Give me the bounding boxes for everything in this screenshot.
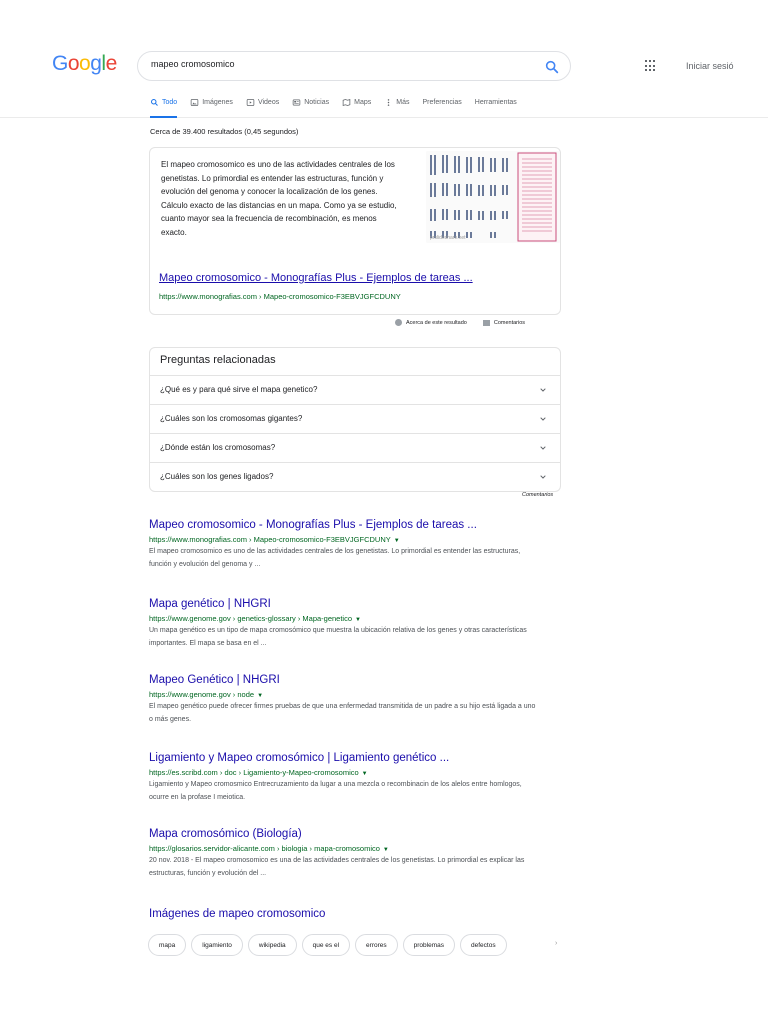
tab-label: Todo (162, 98, 178, 106)
video-icon (246, 98, 255, 107)
related-questions (149, 347, 561, 491)
tab-label: Imágenes (202, 98, 233, 106)
tab-label: Noticias (304, 98, 330, 106)
search-result (149, 519, 539, 571)
logo-letter: o (67, 52, 80, 75)
result-description: El mapeo genético puede ofrecer firmes pruebas de que una enfermedad transmitida de un padre a su hijo está ligada a uno o más genes. (149, 703, 536, 723)
tab-label: Preferencias (422, 98, 462, 106)
tab-herramientas[interactable] (475, 96, 517, 108)
logo-letter: o (79, 52, 91, 75)
search-result (149, 752, 539, 804)
result-title-link[interactable]: Ligamiento y Mapeo cromosómico | Ligamiento genético ... (149, 752, 450, 764)
images-section-title[interactable]: Imágenes de mapeo cromosomico (149, 908, 326, 920)
question-item[interactable] (149, 433, 561, 462)
logo-letter: g (90, 52, 102, 75)
result-url-text: https://glosarios.servidor-alicante.com › biologia › mapa-cromosomico (149, 844, 380, 853)
question-item[interactable] (149, 375, 561, 404)
result-url-text: https://www.genome.gov › node (149, 690, 255, 699)
tab-maps[interactable] (342, 96, 371, 108)
logo-letter: e (105, 52, 117, 75)
search-result (149, 674, 539, 726)
result-description: El mapeo cromosomico es uno de las actividades centrales de los genetistas. Lo primordial es entender las estructuras, función y evolución del genoma y ... (149, 548, 521, 568)
filter-chip[interactable]: problemas (403, 934, 455, 956)
question-item[interactable] (149, 404, 561, 433)
tab-mas[interactable] (384, 96, 409, 108)
result-title-link[interactable]: Mapeo cromosomico - Monografías Plus - Ejemplos de tareas ... (149, 519, 477, 531)
filter-chip[interactable]: mapa (148, 934, 186, 956)
search-result (149, 828, 539, 880)
related-questions-title: Preguntas relacionadas (160, 354, 276, 366)
tab-imagenes[interactable] (190, 96, 233, 108)
tab-videos[interactable] (246, 96, 279, 108)
filter-chip[interactable]: que es el (302, 934, 350, 956)
apps-grid-icon[interactable] (645, 60, 657, 72)
search-icon (150, 98, 159, 107)
image-icon (190, 98, 199, 107)
search-icon[interactable] (544, 59, 560, 75)
image-filter-chips (148, 934, 512, 956)
chevron-down-icon (539, 415, 547, 423)
result-title-link[interactable]: Mapa genético | NHGRI (149, 598, 271, 610)
question-text: ¿Dónde están los cromosomas? (160, 443, 276, 452)
search-box (137, 51, 571, 81)
signin-link[interactable]: Iniciar sesió (686, 61, 734, 71)
chevron-down-icon (539, 386, 547, 394)
caret-down-icon[interactable]: ▼ (257, 693, 264, 699)
chevron-down-icon (539, 473, 547, 481)
result-url[interactable] (149, 844, 539, 853)
caret-down-icon[interactable]: ▼ (361, 771, 368, 777)
filter-chip[interactable]: wikipedia (248, 934, 297, 956)
logo-letter: l (101, 52, 106, 75)
search-input[interactable] (151, 59, 531, 69)
result-description: 20 nov. 2018 - El mapeo cromosomico es una de las actividades centrales de los genetistas. Lo primordial es explicar las estructuras, función y evolución del ... (149, 857, 525, 877)
tab-bar (150, 96, 530, 116)
result-url[interactable] (149, 690, 539, 699)
result-url-text: https://es.scribd.com › doc › Ligamiento-y-Mapeo-cromosomico (149, 768, 359, 777)
image-source: prslideshare.net (430, 235, 466, 241)
tab-label: Videos (257, 98, 280, 106)
header (0, 0, 768, 118)
question-item[interactable] (149, 462, 561, 491)
feedback-icon (483, 320, 490, 326)
tab-preferencias[interactable] (422, 96, 461, 108)
tab-noticias[interactable] (292, 96, 329, 108)
tab-label: Herramientas (474, 98, 517, 106)
result-url[interactable] (149, 535, 539, 544)
result-url[interactable] (149, 768, 539, 777)
info-icon (395, 319, 402, 326)
feedback-link[interactable]: Comentarios (493, 319, 526, 326)
tab-label: Más (396, 98, 410, 106)
result-title-link[interactable]: Mapeo Genético | NHGRI (149, 674, 280, 686)
filter-chip[interactable]: ligamiento (191, 934, 243, 956)
result-title-link[interactable]: Mapa cromosómico (Biología) (149, 828, 302, 840)
result-description: Ligamiento y Mapeo cromosmico Entrecruzamiento da lugar a una mezcla o recombinacin de los alelos entre homlogos, ocurre en la profase I meiotica. (149, 781, 522, 801)
result-url[interactable] (149, 614, 539, 623)
tab-label: Maps (354, 98, 372, 106)
paa-feedback-link[interactable]: Comentarios (522, 492, 554, 498)
chromosome-map-image (426, 151, 560, 243)
question-text: ¿Cuáles son los genes ligados? (160, 472, 274, 481)
google-logo[interactable] (52, 52, 117, 76)
result-url-text: https://www.monografias.com › Mapeo-cromosomico-F3EBVJGFCDUNY (149, 535, 391, 544)
tab-todo[interactable] (150, 96, 177, 108)
snippet-url[interactable]: https://www.monografias.com › Mapeo-cromosomico-F3EBVJGFCDUNY (159, 292, 401, 301)
caret-down-icon[interactable]: ▼ (355, 617, 361, 623)
result-url-text: https://www.genome.gov › genetics-glossary › Mapa-genetico (149, 614, 353, 623)
featured-snippet (149, 147, 561, 315)
about-result-link[interactable]: Acerca de este resultado (406, 319, 467, 326)
chips-scroll-icon[interactable]: › (555, 940, 558, 947)
question-text: ¿Qué es y para qué sirve el mapa genetico? (160, 385, 318, 394)
caret-down-icon[interactable]: ▼ (393, 538, 400, 544)
result-stats: Cerca de 39.400 resultados (0,45 segundos) (150, 127, 299, 136)
result-description: Un mapa genético es un tipo de mapa cromosómico que muestra la ubicación relativa de los genes y otras características importantes. El mapa se basa en el ... (149, 627, 527, 647)
snippet-title-link[interactable]: Mapeo cromosomico - Monografías Plus - Ejemplos de tareas ... (159, 272, 473, 284)
more-icon (384, 98, 393, 107)
news-icon (292, 98, 301, 107)
chevron-down-icon (539, 444, 547, 452)
search-result (149, 598, 539, 650)
caret-down-icon[interactable]: ▼ (382, 847, 389, 853)
snippet-text: El mapeo cromosomico es uno de las actividades centrales de los genetistas. Lo primordial es entender las estructuras, función y evolución del genoma y conocer la localización de los genes. Cálculo exacto de las distancias en un mapa. Como ya se estudio, cuanto mayor sea la frecuencia de recombinación, es menos exacto. (161, 160, 397, 237)
about-result-row (395, 319, 525, 326)
snippet-image[interactable] (426, 151, 560, 243)
filter-chip[interactable]: errores (355, 934, 398, 956)
filter-chip[interactable]: defectos (460, 934, 507, 956)
logo-letter: G (52, 52, 68, 75)
maps-icon (342, 98, 351, 107)
question-text: ¿Cuáles son los cromosomas gigantes? (160, 414, 303, 423)
